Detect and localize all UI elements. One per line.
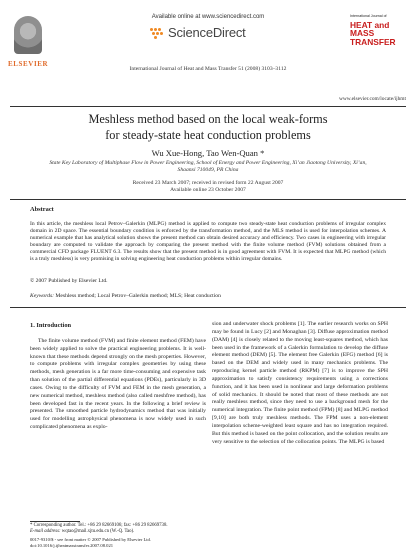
elsevier-logo: [8, 14, 48, 72]
keywords-label: Keywords:: [30, 293, 55, 299]
section-heading-introduction: 1. Introduction: [30, 322, 72, 329]
article-authors: Wu Xue-Hong, Tao Wen-Quan *: [151, 148, 265, 158]
article-received-dates: Received 23 March 2007; received in revised form 22 August 2007: [132, 180, 284, 186]
introduction-paragraph-right: sion and underwater shock problems [1]. The earlier research works on SPH may be found in Lucy [2] and Monaghan [3]. Diffuse approximation method (DAM) [4] is closely related to the moving least-squares method, which has been used in the framework of a Galerkin formulation to develop the diffuse element method (DEM) [5]. The element free Galerkin (EFG) method [6] is based on the DEM and widely used in many mechanics problems. The reproducing kernel particle method (RKPM) [7] is to improve the SPH approximation to satisfy consistency requirements using a corrections function, and it has been used in nonlinear and large deformation problems of solid mechanics. It should be noted that most of these methods are not really meshless method, since they need to use a background mesh for the numerical integration. The finite point method (FPM) [8] and MLPG method [9,10] are both truly meshless methods. The FPM uses a non-element interpolation scheme-weighted least square and has no integration required. But this method is based on the point collocation, and the solution results are very sensitive to the selection of the collocation points. The MLPG is based: [212, 321, 388, 445]
header-divider: [10, 106, 406, 107]
introduction-paragraph-left: The finite volume method (FVM) and finite element method (FEM) have been widely applied to solve the practical engineering problems. It is well-known that these methods depend strongly on the mesh properties. However, to compute problems with irregular complex geometries by using these methods, mesh generation is a far more time-consuming and expensive task than solution of the partial differential equations (PDEs), particularly in 3D cases. Owing to the difficulty of FVM and FEM in the mesh generation, a new numerical method, meshless method (also called meshfree method), has been developed fast in the recent years. In the following a brief review is presented. The smoothed particle hydrodynamics method that was initially used for modelling astrophysical phenomena is now widely used in such complicated phenomena as explo-: [30, 337, 206, 431]
keywords: [30, 293, 221, 299]
sciencedirect-dots-icon: [150, 28, 166, 38]
footnote-divider: [30, 521, 80, 522]
abstract-top-divider: [10, 199, 406, 200]
article-title: [0, 112, 416, 143]
email-address-link[interactable]: wqtao@mail.xjtu.edu.cn (W.-Q. Tao).: [60, 529, 135, 534]
abstract-copyright: © 2007 Published by Elsevier Ltd.: [30, 278, 108, 284]
publisher-name: ELSEVIER: [8, 60, 49, 68]
journal-cover-logo: [350, 12, 408, 78]
corresponding-author-text: * Corresponding author. Tel.: +86 29 82669106; fax: +86 29 82669738.: [30, 523, 168, 528]
article-title-line-2: for steady-state heat conduction problems: [105, 127, 311, 142]
issn-text: 0017-9310/$ - see front matter © 2007 Published by Elsevier Ltd.: [30, 537, 151, 542]
available-online-text: Available online at www.sciencedirect.com: [151, 14, 265, 20]
author-affiliation: State Key Laboratory of Multiphase Flow in Power Engineering, School of Energy and Power Engineering, Xi’an Jiaotong University, Xi’an, Shaanxi 710049, PR China: [49, 160, 367, 173]
sciencedirect-wordmark: ScienceDirect: [168, 25, 246, 40]
sciencedirect-logo: [150, 25, 270, 41]
cover-title: [350, 21, 408, 46]
page-header: [0, 0, 416, 108]
journal-citation-text[interactable]: International Journal of Heat and Mass Transfer 51 (2008) 3103–3112: [129, 66, 287, 72]
email-label: E-mail address:: [30, 529, 61, 534]
cover-small-text: International Journal of: [350, 14, 387, 18]
email-line: [30, 529, 206, 535]
cover-title-line-2: TRANSFER: [350, 36, 396, 47]
body-column-left: [30, 322, 206, 432]
article-online-date: Available online 23 October 2007: [170, 187, 246, 193]
corresponding-author-footnote: [30, 523, 206, 535]
body-column-right: [212, 321, 388, 447]
journal-url-link[interactable]: www.elsevier.com/locate/ijhmt: [338, 96, 406, 102]
cover-title-line-1: HEAT and MASS: [350, 20, 390, 39]
elsevier-tree-icon: [14, 16, 42, 54]
abstract-heading: Abstract: [30, 206, 54, 213]
keywords-list: Meshless method; Local Petrov–Galerkin method; MLS; Heat conduction: [54, 293, 221, 299]
abstract-bottom-divider: [10, 307, 406, 308]
abstract-text: In this article, the meshless local Petrov–Galerkin (MLPG) method is applied to compute two steady-state heat conduction problems of irregular complex domain in 2D space. The essential boundary condition is enforced by the transformation method, and the MLS method is used for interpolation schemes. A numerical example that has analytical solution shows the present method can obtain desired accuracy and efficiency. Two cases in engineering with irregular boundary are computed to validate the approach by comparing the present method with the finite volume method (FVM) solutions obtained from a commercial CFD package FLUENT 6.3. The results show that the present method is in good agreement with FVM. It is expected that MLPG method (which is a truly meshless) is very promising in solving engineering heat conduction problems within irregular domains.: [30, 221, 386, 263]
issn-doi-block: [30, 537, 206, 548]
article-dates: [0, 180, 416, 194]
doi-link[interactable]: doi:10.1016/j.ijheatmasstransfer.2007.08.021: [30, 542, 114, 548]
article-title-line-1: Meshless method based on the local weak-forms: [88, 112, 328, 126]
